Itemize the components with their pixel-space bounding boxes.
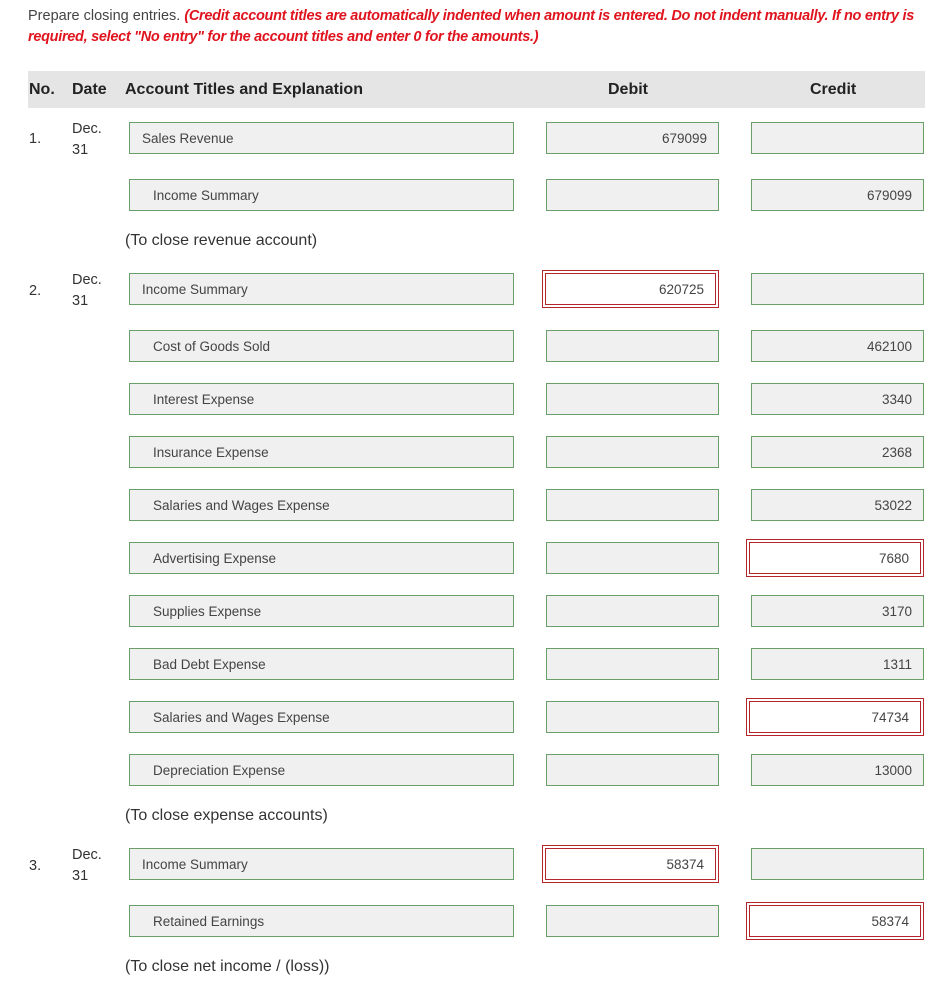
credit-field[interactable]	[751, 848, 924, 880]
credit-field[interactable]: 74734	[749, 701, 921, 733]
debit-field[interactable]	[546, 701, 719, 733]
debit-field[interactable]	[546, 648, 719, 680]
account-title-field[interactable]: Interest Expense	[129, 383, 514, 415]
credit-field[interactable]: 1311	[751, 648, 924, 680]
credit-field[interactable]: 13000	[751, 754, 924, 786]
account-title-field[interactable]: Income Summary	[129, 848, 514, 880]
entry-date	[72, 270, 112, 312]
account-title-field[interactable]: Cost of Goods Sold	[129, 330, 514, 362]
entry-explanation: (To close net income / (loss))	[125, 958, 330, 975]
debit-field[interactable]	[546, 595, 719, 627]
debit-field[interactable]: 58374	[545, 848, 716, 880]
entry-number: 3.	[29, 858, 42, 874]
debit-field[interactable]	[546, 383, 719, 415]
debit-field[interactable]	[546, 489, 719, 521]
credit-field[interactable]: 58374	[749, 905, 921, 937]
debit-field[interactable]	[546, 754, 719, 786]
instructions-note-line1: (Credit account titles are automatically indented when amount is entered. Do not indent manually. If no entry is	[184, 8, 915, 24]
account-title-field[interactable]: Bad Debt Expense	[129, 648, 514, 680]
entry-date	[72, 119, 112, 161]
entry-date	[72, 845, 112, 887]
credit-field[interactable]: 679099	[751, 179, 924, 211]
credit-field[interactable]: 462100	[751, 330, 924, 362]
header-date: Date	[72, 81, 107, 98]
header-credit: Credit	[810, 81, 857, 98]
entry-number: 2.	[29, 283, 42, 299]
credit-field[interactable]: 2368	[751, 436, 924, 468]
debit-field[interactable]	[546, 436, 719, 468]
account-title-field[interactable]: Salaries and Wages Expense	[129, 489, 514, 521]
entry-date-day: 31	[72, 142, 89, 158]
entry-explanation: (To close expense accounts)	[125, 807, 328, 824]
debit-field[interactable]: 679099	[546, 122, 719, 154]
instructions	[28, 6, 928, 48]
header-no: No.	[29, 81, 55, 98]
entry-date-day: 31	[72, 868, 89, 884]
credit-field[interactable]: 3170	[751, 595, 924, 627]
header-account: Account Titles and Explanation	[125, 81, 363, 98]
account-title-field[interactable]: Retained Earnings	[129, 905, 514, 937]
account-title-field[interactable]: Income Summary	[129, 179, 514, 211]
credit-field[interactable]: 3340	[751, 383, 924, 415]
entry-date-month: Dec.	[72, 847, 102, 863]
account-title-field[interactable]: Advertising Expense	[129, 542, 514, 574]
credit-field[interactable]: 53022	[751, 489, 924, 521]
account-title-field[interactable]: Salaries and Wages Expense	[129, 701, 514, 733]
debit-field[interactable]: 620725	[545, 273, 716, 305]
debit-field[interactable]	[546, 179, 719, 211]
account-title-field[interactable]: Depreciation Expense	[129, 754, 514, 786]
account-title-field[interactable]: Income Summary	[129, 273, 514, 305]
table-header	[28, 71, 925, 108]
debit-field[interactable]	[546, 330, 719, 362]
credit-field[interactable]	[751, 122, 924, 154]
instructions-note-line2: required, select "No entry" for the account titles and enter 0 for the amounts.)	[28, 29, 539, 45]
account-title-field[interactable]: Insurance Expense	[129, 436, 514, 468]
account-title-field[interactable]: Sales Revenue	[129, 122, 514, 154]
entry-date-day: 31	[72, 293, 89, 309]
account-title-field[interactable]: Supplies Expense	[129, 595, 514, 627]
credit-field[interactable]	[751, 273, 924, 305]
entry-number: 1.	[29, 131, 42, 147]
debit-field[interactable]	[546, 905, 719, 937]
credit-field[interactable]: 7680	[749, 542, 921, 574]
entry-explanation: (To close revenue account)	[125, 232, 318, 249]
header-debit: Debit	[608, 81, 648, 98]
debit-field[interactable]	[546, 542, 719, 574]
entry-date-month: Dec.	[72, 272, 102, 288]
instructions-lead: Prepare closing entries.	[28, 8, 181, 24]
entry-date-month: Dec.	[72, 121, 102, 137]
